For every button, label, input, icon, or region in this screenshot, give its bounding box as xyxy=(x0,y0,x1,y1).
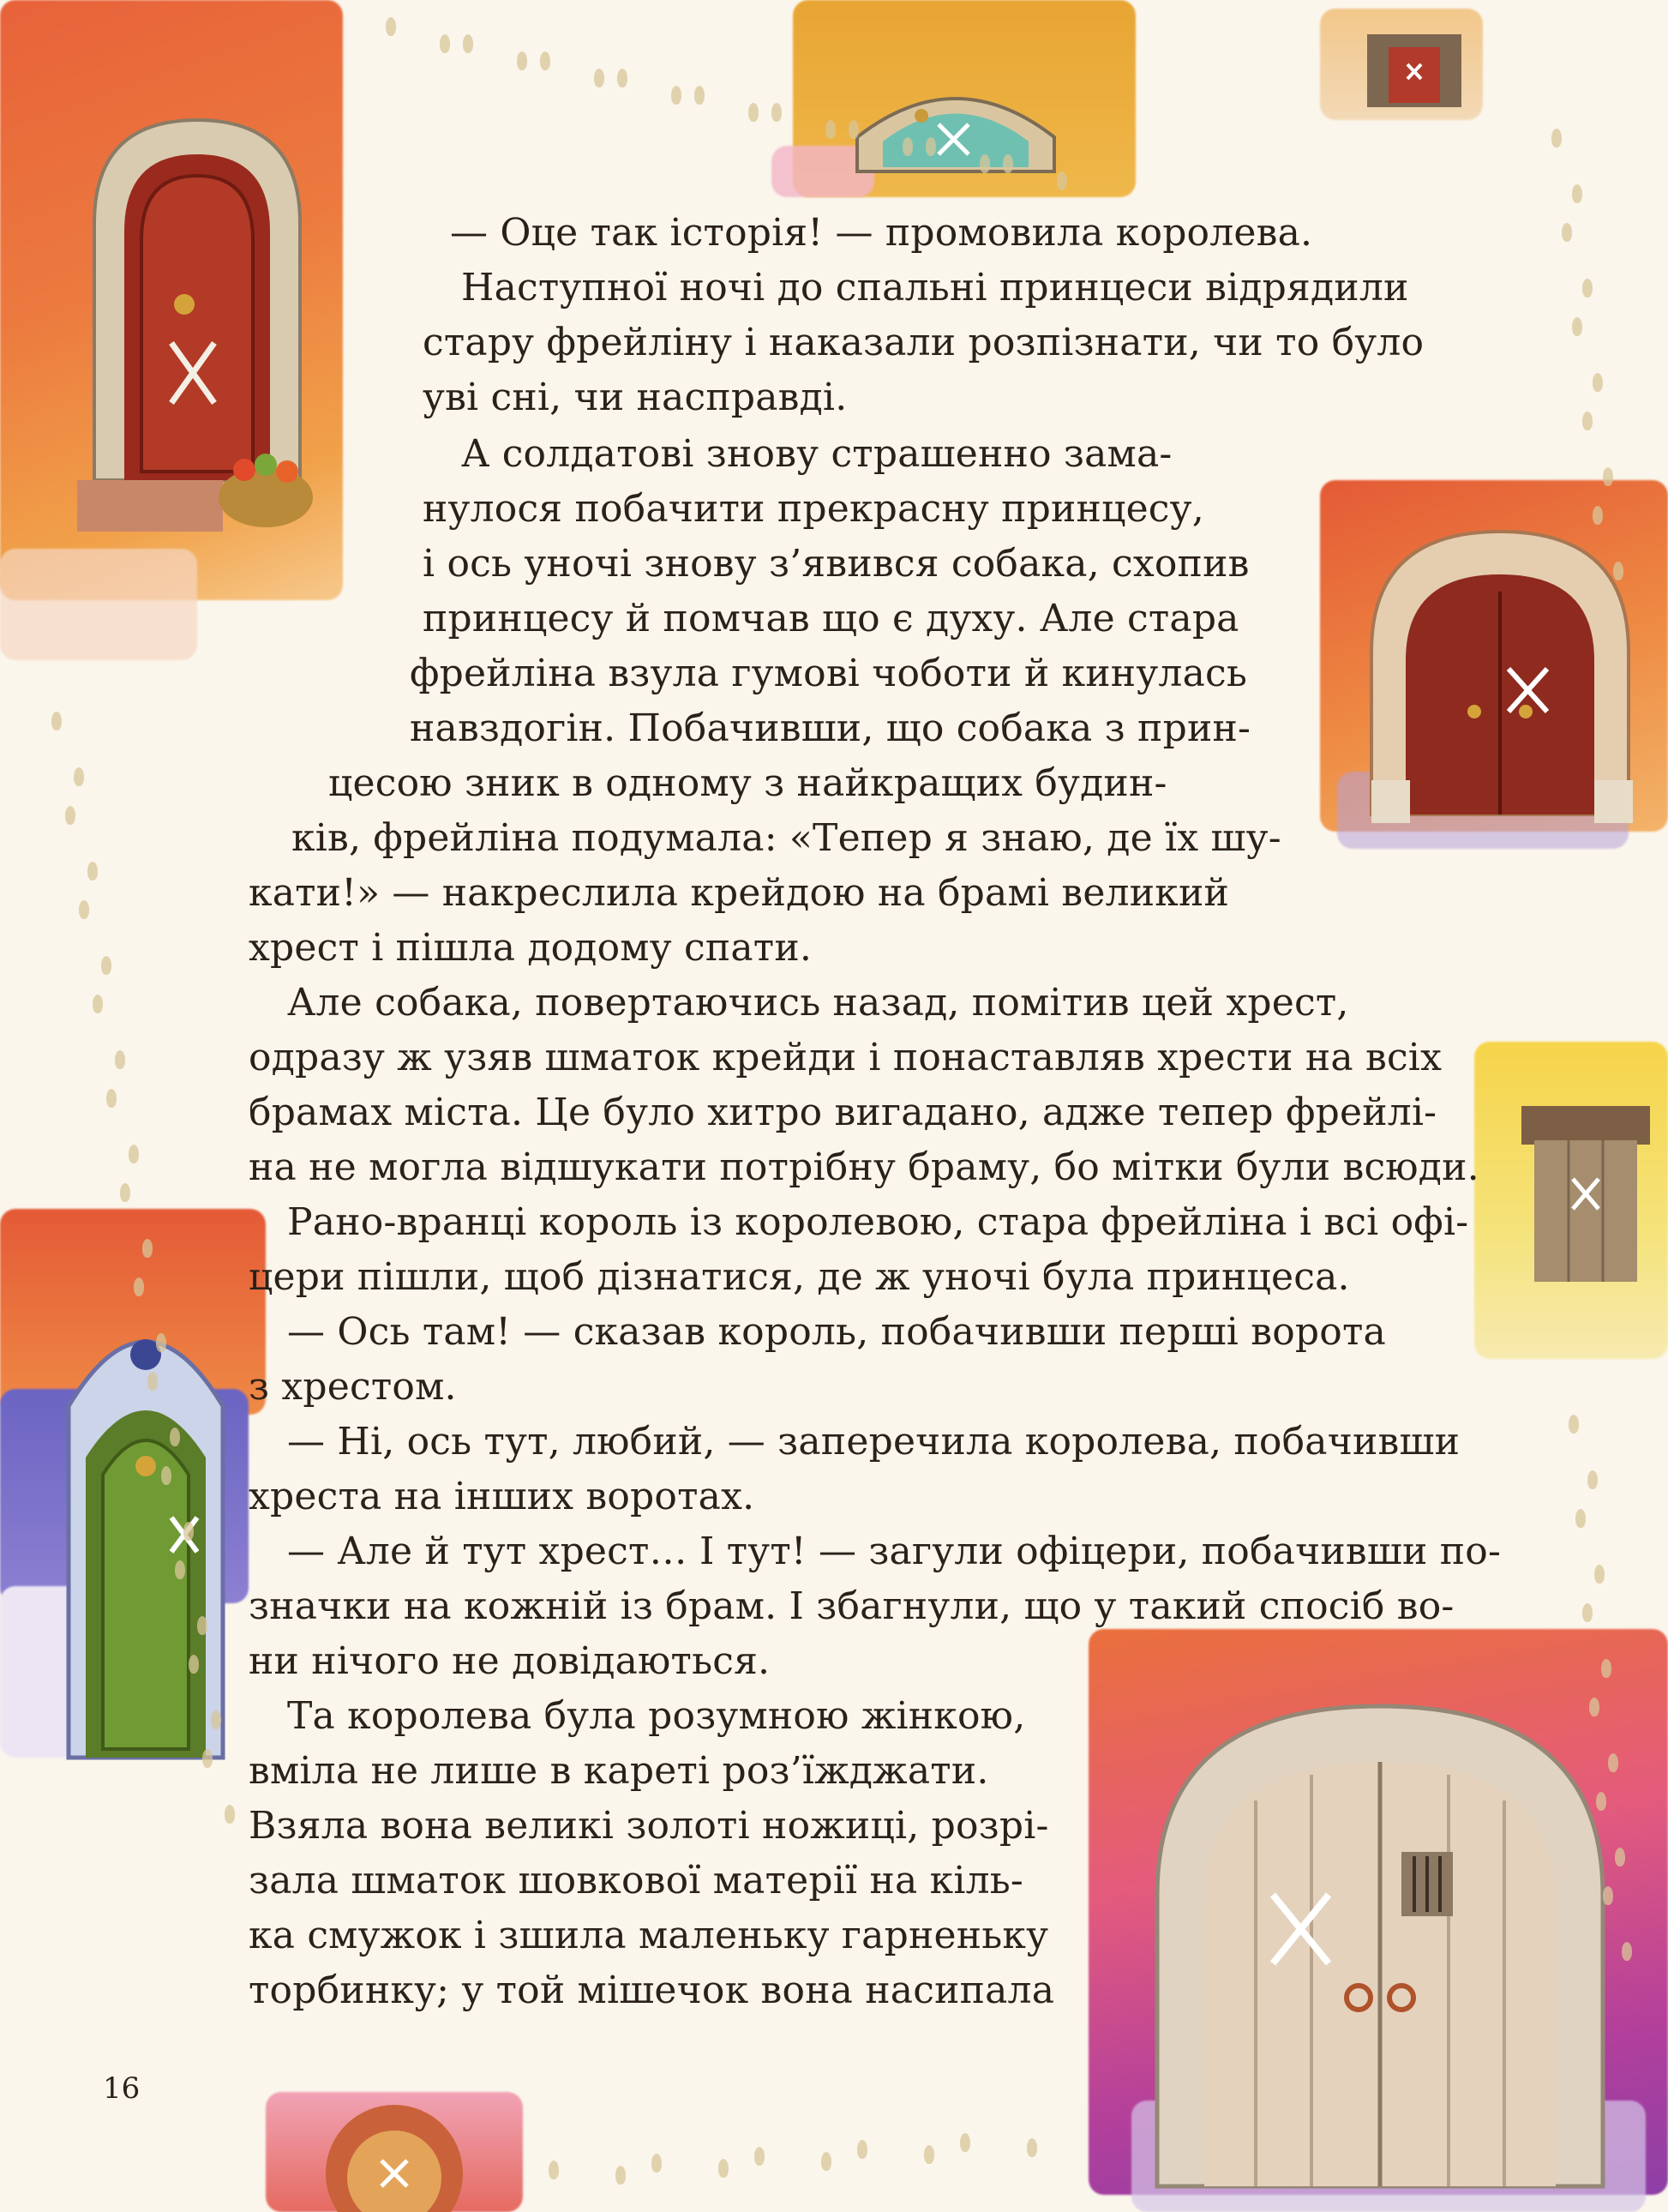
text-line: — Оце так історія! — промовила королева. xyxy=(450,211,1313,255)
window-illustration xyxy=(309,2092,480,2212)
footprint-mark xyxy=(754,2147,765,2166)
footprint-mark xyxy=(1603,1886,1613,1905)
door-illustration xyxy=(1363,26,1466,111)
footprint-mark xyxy=(1589,1698,1599,1716)
footprint-mark xyxy=(129,1145,139,1163)
footprint-mark xyxy=(1594,1565,1605,1584)
footprint-mark xyxy=(440,34,450,53)
footprint-mark xyxy=(718,2159,729,2178)
footprint-mark xyxy=(903,137,913,156)
wooden-door-illustration xyxy=(1140,1680,1620,2195)
footprint-mark xyxy=(156,1333,166,1352)
arched-door-illustration xyxy=(69,94,326,540)
footprint-mark xyxy=(225,1805,235,1824)
footprint-mark xyxy=(771,103,782,122)
footprint-mark xyxy=(170,1428,180,1446)
text-line: Але собака, повертаючись назад, помітив цей хрест, xyxy=(287,981,1349,1025)
door-illustration xyxy=(1517,1102,1654,1282)
text-line: хреста на інших воротах. xyxy=(249,1475,755,1518)
text-line: цесою зник в одному з найкращих будин- xyxy=(328,761,1167,805)
text-line: нулося побачити прекрасну принцесу, xyxy=(423,487,1204,531)
footprint-mark xyxy=(1608,1753,1618,1772)
footprint-mark xyxy=(211,1710,221,1729)
footprint-mark xyxy=(924,2145,934,2164)
footprint-mark xyxy=(1601,1659,1611,1678)
text-line: Взяла вона великі золоті ножиці, розрі- xyxy=(249,1804,1049,1848)
text-line: торбинку; у той мішечок вона насипала xyxy=(249,1969,1055,2012)
footprint-mark xyxy=(857,2140,867,2159)
footprint-mark xyxy=(1551,129,1562,147)
footprint-mark xyxy=(175,1560,185,1579)
footprint-mark xyxy=(651,2154,662,2173)
text-line: — Ні, ось тут, любий, — заперечила королева, побачивши xyxy=(287,1420,1461,1464)
window-illustration xyxy=(849,69,1063,180)
text-line: одразу ж узяв шматок крейди і понаставляв хрести на всіх xyxy=(249,1036,1443,1079)
footprint-mark xyxy=(1593,373,1603,392)
footprint-mark xyxy=(849,120,859,139)
text-line: Наступної ночі до спальні принцеси відрядили xyxy=(461,266,1409,310)
footprint-mark xyxy=(694,86,705,105)
text-line: навздогін. Побачивши, що собака з прин- xyxy=(410,706,1251,750)
footprint-mark xyxy=(106,1089,117,1108)
text-line: і ось уночі знову з’явився собака, схопив xyxy=(423,542,1250,586)
footprint-mark xyxy=(386,17,396,36)
footprint-mark xyxy=(748,103,759,122)
footprint-mark xyxy=(1582,1603,1593,1622)
text-line: — Але й тут хрест… І тут! — загули офіцери, побачивши по- xyxy=(287,1530,1502,1573)
text-line: ни нічого не довідаються. xyxy=(249,1639,771,1683)
footprint-mark xyxy=(161,1466,171,1485)
footprint-mark xyxy=(147,1372,158,1391)
text-line: фрейліна взула гумові чоботи й кинулась xyxy=(410,652,1248,695)
footprint-mark xyxy=(540,51,550,70)
page-number: 16 xyxy=(103,2071,141,2106)
text-line: — Ось там! — сказав король, побачивши перші ворота xyxy=(287,1310,1386,1354)
text-line: А солдатові знову страшенно зама- xyxy=(461,432,1173,476)
footprint-mark xyxy=(549,2161,559,2179)
footprint-mark xyxy=(821,2152,831,2171)
paint-blob xyxy=(0,549,197,660)
footprint-mark xyxy=(87,862,98,881)
footprint-mark xyxy=(101,956,111,975)
footprint-mark xyxy=(615,2166,626,2185)
footprint-mark xyxy=(463,34,473,53)
footprint-mark xyxy=(825,120,836,139)
footprint-mark xyxy=(142,1239,153,1258)
footprint-mark xyxy=(1593,506,1603,525)
footprint-mark xyxy=(1003,154,1013,173)
text-line: з хрестом. xyxy=(249,1365,457,1409)
footprint-mark xyxy=(79,900,89,919)
footprint-mark xyxy=(65,806,75,825)
footprint-mark xyxy=(1569,1415,1579,1434)
footprint-mark xyxy=(926,137,936,156)
footprint-mark xyxy=(1575,1509,1586,1528)
footprint-mark xyxy=(671,86,681,105)
text-line: цери пішли, щоб дізнатися, де ж уночі була принцеса. xyxy=(249,1255,1350,1299)
footprint-mark xyxy=(517,51,527,70)
footprint-mark xyxy=(1027,2138,1037,2157)
footprint-mark xyxy=(74,767,84,786)
footprint-mark xyxy=(202,1749,213,1768)
footprint-mark xyxy=(1615,1848,1625,1866)
footprint-mark xyxy=(617,69,627,87)
footprint-mark xyxy=(1562,223,1572,242)
text-line: принцесу й помчав що є духу. Але стара xyxy=(423,597,1239,640)
text-line: зала шматок шовкової матерії на кіль- xyxy=(249,1859,1023,1902)
footprint-mark xyxy=(1582,279,1593,298)
text-line: ків, фрейліна подумала: «Тепер я знаю, де їх шу- xyxy=(291,816,1281,860)
footprint-mark xyxy=(1622,1942,1632,1961)
footprint-mark xyxy=(1596,1792,1606,1811)
text-line: хрест і пішла додому спати. xyxy=(249,926,813,970)
text-line: на не могла відшукати потрібну браму, бо мітки були всюди. xyxy=(249,1145,1479,1189)
footprint-mark xyxy=(1582,412,1593,430)
footprint-mark xyxy=(134,1277,144,1296)
footprint-mark xyxy=(189,1655,199,1674)
footprint-mark xyxy=(960,2133,970,2152)
text-line: брамах міста. Це було хитро вигадано, адже тепер фрейлі- xyxy=(249,1091,1437,1134)
text-line: ка смужок і зшила маленьку гарненьку xyxy=(249,1914,1049,1957)
footprint-mark xyxy=(115,1050,125,1069)
footprint-mark xyxy=(1572,184,1582,203)
brick-door-illustration xyxy=(1354,514,1646,832)
footprint-mark xyxy=(93,995,103,1013)
footprint-mark xyxy=(594,69,604,87)
footprint-mark xyxy=(197,1616,207,1635)
text-line: кати!» — накреслила крейдою на брамі великий xyxy=(249,871,1229,915)
footprint-mark xyxy=(1603,467,1613,486)
text-line: значки на кожній із брам. І збагнули, що у такий спосіб во- xyxy=(249,1584,1455,1628)
footprint-mark xyxy=(1057,171,1067,190)
text-line: Рано-вранці король із королевою, стара фрейліна і всі офі- xyxy=(287,1200,1469,1244)
footprint-mark xyxy=(1613,562,1623,580)
footprint-mark xyxy=(980,154,990,173)
footprint-mark xyxy=(51,712,62,730)
footprint-mark xyxy=(120,1183,130,1202)
footprint-mark xyxy=(1572,317,1582,336)
text-line: вміла не лише в кареті роз’їжджати. xyxy=(249,1749,989,1793)
footprint-mark xyxy=(183,1522,194,1541)
text-line: уві сні, чи насправді. xyxy=(423,376,848,419)
text-line: Та королева була розумною жінкою, xyxy=(287,1694,1026,1738)
footprint-mark xyxy=(1587,1470,1598,1489)
text-line: стару фрейліну і наказали розпізнати, чи то було xyxy=(423,321,1425,364)
gothic-door-illustration xyxy=(51,1286,240,1766)
